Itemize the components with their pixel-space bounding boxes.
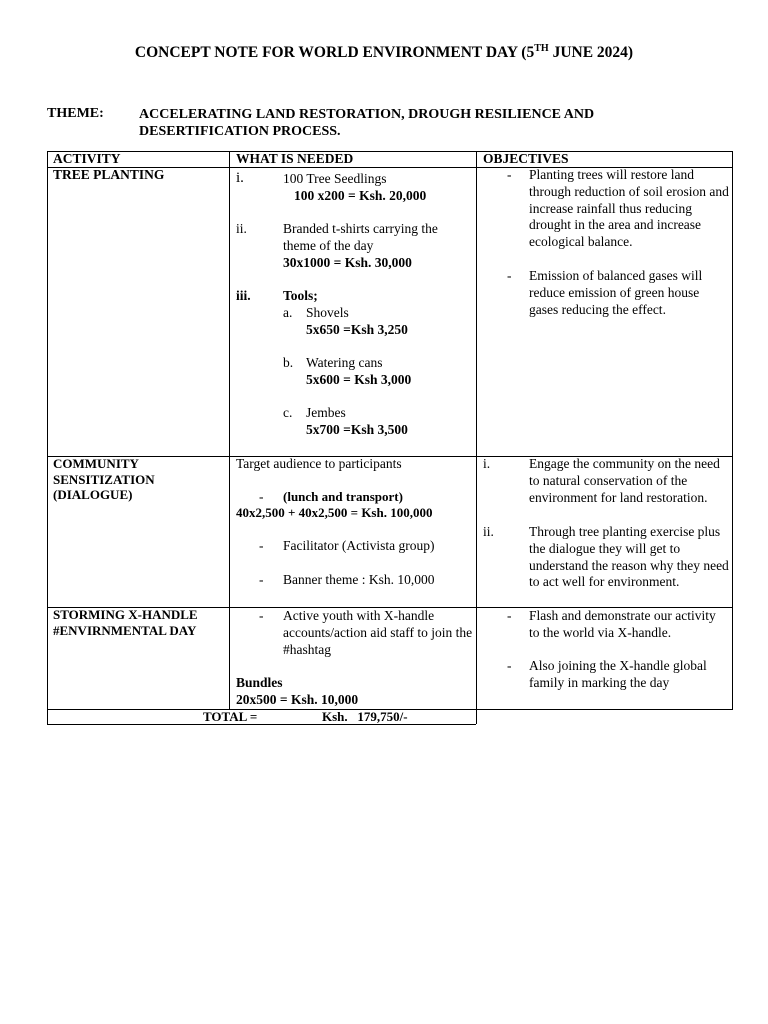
item-text: Jembes xyxy=(306,405,346,420)
list-marker: - xyxy=(259,538,264,553)
activity-community-sensitization: COMMUNITY SENSITIZATION (DIALOGUE) xyxy=(53,456,155,502)
total-value: Ksh. 179,750/- xyxy=(322,709,408,724)
item-text: Shovels xyxy=(306,305,349,320)
objective-text: Engage the community on the need to natural conservation of the environment for land restoration. xyxy=(529,456,720,505)
item-cost: 20x500 = Ksh. 10,000 xyxy=(236,692,359,707)
item-text: Target audience to participants xyxy=(236,456,402,471)
item-cost: 5x700 =Ksh 3,500 xyxy=(306,422,408,437)
list-marker: c. xyxy=(283,405,293,420)
bundles-label: Bundles xyxy=(236,675,283,690)
column-header-activity: ACTIVITY xyxy=(53,151,121,166)
item-text: Banner theme : Ksh. 10,000 xyxy=(283,572,435,587)
column-header-what-is-needed: WHAT IS NEEDED xyxy=(236,151,354,166)
list-marker: - xyxy=(507,658,512,673)
objective-text: Planting trees will restore land through reduction of soil erosion and increase rainfall thus reducing drought in the area and increase ecological balance. xyxy=(529,167,729,250)
list-marker: i. xyxy=(236,170,244,186)
item-cost: 40x2,500 + 40x2,500 = Ksh. 100,000 xyxy=(236,505,433,520)
list-marker: i. xyxy=(483,456,491,471)
theme-label: THEME: xyxy=(47,106,104,121)
item-cost: 5x600 = Ksh 3,000 xyxy=(306,372,412,387)
item-text: Tools; xyxy=(283,288,318,303)
item-cost: 5x650 =Ksh 3,250 xyxy=(306,322,408,337)
item-cost: 30x1000 = Ksh. 30,000 xyxy=(283,255,412,270)
item-text: Active youth with X-handle accounts/action aid staff to join the #hashtag xyxy=(283,608,473,657)
list-marker: b. xyxy=(283,355,294,370)
item-text: Watering cans xyxy=(306,355,383,370)
item-text: Branded t-shirts carrying the theme of the day xyxy=(283,221,438,253)
item-cost: 100 x200 = Ksh. 20,000 xyxy=(294,188,427,203)
list-marker: - xyxy=(507,167,512,182)
objective-text: Flash and demonstrate our activity to the world via X-handle. xyxy=(529,608,716,640)
objective-text: Also joining the X-handle global family in marking the day xyxy=(529,658,707,690)
list-marker: iii. xyxy=(236,288,251,303)
list-marker: - xyxy=(507,268,512,283)
list-marker: - xyxy=(259,572,264,587)
theme-text: ACCELERATING LAND RESTORATION, DROUGH RESILIENCE AND DESERTIFICATION PROCESS. xyxy=(139,107,595,139)
list-marker: a. xyxy=(283,305,293,320)
item-text: 100 Tree Seedlings xyxy=(283,171,387,186)
list-marker: - xyxy=(507,608,512,623)
item-text: (lunch and transport) xyxy=(283,489,403,504)
objective-text: Through tree planting exercise plus the dialogue they will get to understand the reason why they need to act well for environment. xyxy=(529,524,729,590)
list-marker: ii. xyxy=(483,524,494,539)
list-marker: ii. xyxy=(236,221,247,236)
activity-tree-planting: TREE PLANTING xyxy=(53,167,165,182)
document-title: CONCEPT NOTE FOR WORLD ENVIRONMENT DAY (5TH JUNE 2024) xyxy=(134,43,634,61)
list-marker: - xyxy=(259,608,264,623)
item-text: Facilitator (Activista group) xyxy=(283,538,435,553)
list-marker: - xyxy=(259,489,264,504)
activity-storming-x-handle: STORMING X-HANDLE #ENVIRNMENTAL DAY xyxy=(53,607,198,638)
total-label: TOTAL = xyxy=(203,709,258,724)
column-header-objectives: OBJECTIVES xyxy=(483,151,569,166)
objective-text: Emission of balanced gases will reduce emission of green house gases reducing the effect. xyxy=(529,268,703,317)
